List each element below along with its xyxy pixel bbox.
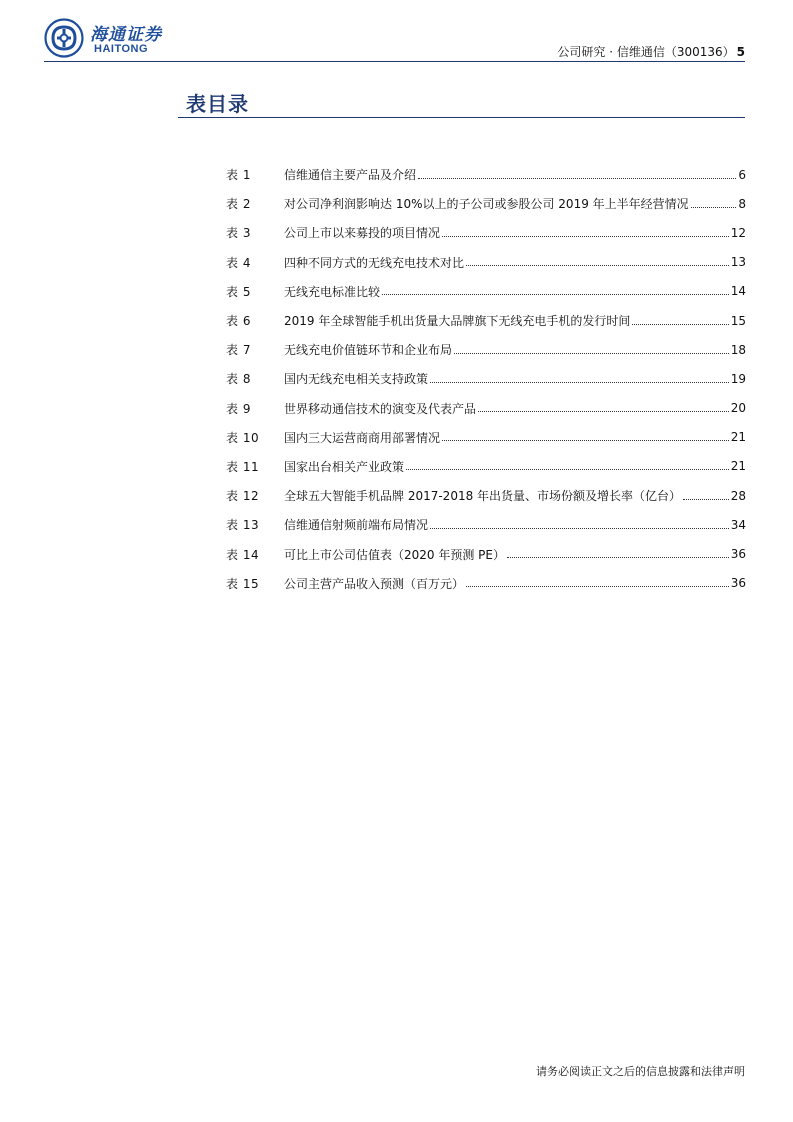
toc-entry-label: 表 13 (226, 518, 260, 533)
footer-disclaimer: 请务必阅读正文之后的信息披露和法律声明 (536, 1065, 745, 1078)
toc-entry-page: 21 (730, 459, 746, 474)
toc-entry-label: 表 1 (226, 168, 251, 183)
toc-entry-label: 表 4 (226, 255, 251, 270)
toc-entry-title: 信维通信射频前端布局情况 (284, 518, 429, 533)
toc-entry[interactable] (226, 248, 746, 277)
toc-entry-page: 14 (730, 284, 746, 299)
toc-entry-title: 2019 年全球智能手机出货量大品牌旗下无线充电手机的发行时间 (284, 314, 631, 329)
title-divider (178, 117, 745, 118)
toc-leader-dots (454, 353, 729, 354)
toc-entry-page: 13 (730, 255, 746, 270)
logo-english-name: HAITONG (94, 43, 149, 55)
toc-leader-dots (442, 236, 729, 237)
toc-entry-page: 36 (730, 576, 746, 591)
toc-leader-dots (478, 411, 729, 412)
toc-leader-dots (382, 294, 729, 295)
toc-leader-dots (418, 178, 736, 179)
toc-entry[interactable] (226, 189, 746, 218)
toc-leader-dots (442, 440, 729, 441)
toc-leader-dots (466, 265, 729, 266)
toc-entry[interactable] (226, 452, 746, 481)
toc-entry[interactable] (226, 394, 746, 423)
toc-entry[interactable] (226, 510, 746, 539)
header-divider (44, 61, 745, 62)
toc-leader-dots (691, 207, 737, 208)
toc-entry[interactable] (226, 539, 746, 568)
toc-entry-page: 8 (738, 196, 746, 211)
toc-entry-title: 信维通信主要产品及介绍 (284, 168, 417, 183)
toc-entry-title: 四种不同方式的无线充电技术对比 (284, 255, 465, 270)
toc-entry[interactable] (226, 306, 746, 335)
toc-entry-label: 表 3 (226, 226, 251, 241)
toc-entry-page: 34 (730, 517, 746, 532)
toc-title: 表目录 (186, 92, 249, 116)
toc-entry[interactable] (226, 364, 746, 393)
toc-entry-label: 表 14 (226, 547, 260, 562)
toc-entry-title: 国内三大运营商商用部署情况 (284, 430, 441, 445)
toc-entry-page: 20 (730, 401, 746, 416)
toc-leader-dots (683, 499, 729, 500)
toc-entry-title: 可比上市公司估值表（2020 年预测 PE） (284, 547, 505, 562)
toc-entry-label: 表 15 (226, 576, 260, 591)
toc-entry[interactable] (226, 218, 746, 247)
toc-entry-label: 表 12 (226, 489, 260, 504)
report-info: 公司研究 · 信维通信（300136） (557, 45, 735, 59)
toc-entry-page: 21 (730, 430, 746, 445)
haitong-logo (44, 18, 184, 62)
report-header-info (557, 43, 745, 60)
toc-entry-title: 公司上市以来募投的项目情况 (284, 226, 441, 241)
toc-entry-label: 表 5 (226, 284, 251, 299)
toc-entry-title: 对公司净利润影响达 10%以上的子公司或参股公司 2019 年上半年经营情况 (284, 197, 689, 212)
toc-entry-page: 36 (730, 547, 746, 562)
toc-entry-title: 全球五大智能手机品牌 2017-2018 年出货量、市场份额及增长率（亿台） (284, 489, 682, 504)
toc-entry-page: 12 (730, 225, 746, 240)
toc-leader-dots (507, 557, 729, 558)
toc-leader-dots (406, 469, 729, 470)
toc-entry-page: 28 (730, 488, 746, 503)
toc-entry[interactable] (226, 160, 746, 189)
toc-leader-dots (466, 586, 729, 587)
toc-entry[interactable] (226, 569, 746, 598)
toc-entry-title: 国内无线充电相关支持政策 (284, 372, 429, 387)
haitong-emblem-icon (44, 18, 84, 58)
toc-entry-label: 表 7 (226, 343, 251, 358)
toc-entry-title: 无线充电价值链环节和企业布局 (284, 343, 453, 358)
toc-entry-page: 19 (730, 371, 746, 386)
toc-entry-page: 15 (730, 313, 746, 328)
toc-entry-title: 世界移动通信技术的演变及代表产品 (284, 401, 477, 416)
toc-entry-label: 表 10 (226, 430, 260, 445)
toc-leader-dots (430, 528, 729, 529)
toc-leader-dots (430, 382, 729, 383)
toc-entry-title: 国家出台相关产业政策 (284, 459, 405, 474)
toc-entry-page: 18 (730, 342, 746, 357)
table-of-tables (226, 160, 746, 598)
toc-leader-dots (632, 324, 728, 325)
toc-entry-title: 无线充电标准比较 (284, 284, 381, 299)
toc-entry-label: 表 9 (226, 401, 251, 416)
toc-entry[interactable] (226, 335, 746, 364)
toc-entry-label: 表 11 (226, 459, 260, 474)
logo-chinese-name: 海通证券 (90, 25, 162, 45)
toc-entry[interactable] (226, 481, 746, 510)
page-number: 5 (736, 45, 745, 59)
toc-entry[interactable] (226, 277, 746, 306)
toc-entry[interactable] (226, 423, 746, 452)
toc-entry-label: 表 8 (226, 372, 251, 387)
toc-entry-title: 公司主营产品收入预测（百万元） (284, 576, 465, 591)
toc-entry-page: 6 (738, 167, 746, 182)
toc-entry-label: 表 6 (226, 314, 251, 329)
toc-entry-label: 表 2 (226, 197, 251, 212)
